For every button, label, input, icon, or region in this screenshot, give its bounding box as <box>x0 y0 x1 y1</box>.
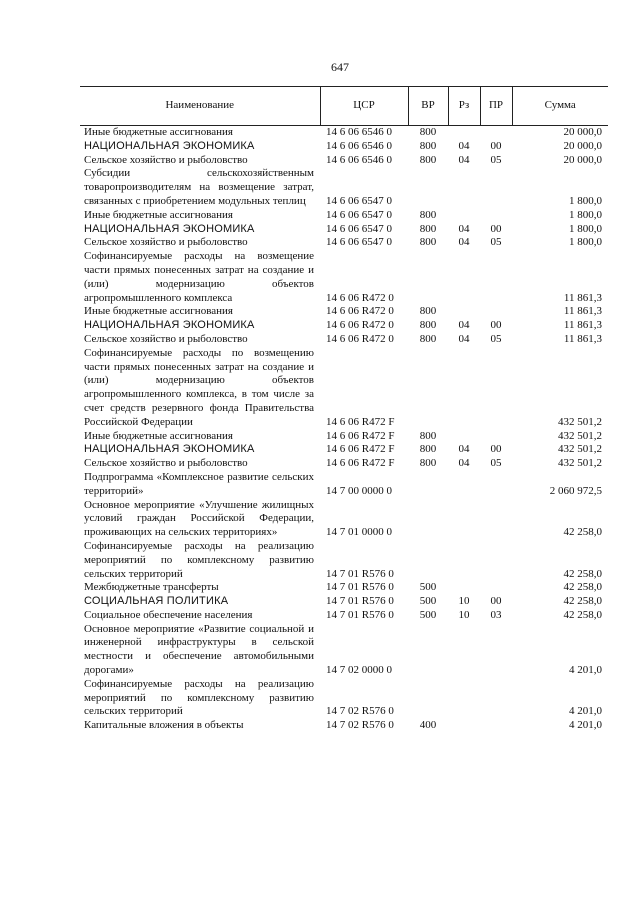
cell-name: Иные бюджетные ассигнования <box>84 126 233 138</box>
cell-name: НАЦИОНАЛЬНАЯ ЭКОНОМИКА <box>84 443 255 456</box>
cell-rz <box>448 167 480 208</box>
cell-rz <box>448 126 480 140</box>
cell-sum: 20 000,0 <box>563 126 602 138</box>
cell-vr: 800 <box>419 208 437 221</box>
table-body <box>80 126 608 734</box>
table-header <box>80 87 608 126</box>
cell-pr: 00 <box>490 139 502 152</box>
table-row <box>80 126 608 140</box>
table-row <box>80 140 608 154</box>
cell-name: Иные бюджетные ассигнования <box>84 305 233 318</box>
cell-name: Софинансируемые расходы на реализацию мероприятий по комплексному развитию сельских территорий <box>84 539 314 580</box>
cell-pr <box>480 305 512 319</box>
header-rz: Рз <box>448 87 480 126</box>
cell-name: Иные бюджетные ассигнования <box>84 208 233 221</box>
cell-rz: 04 <box>458 319 470 332</box>
cell-name: СОЦИАЛЬНАЯ ПОЛИТИКА <box>84 595 229 608</box>
cell-vr: 800 <box>419 319 437 332</box>
cell-vr: 800 <box>419 139 437 152</box>
cell-csr: 14 7 02 R576 0 <box>326 719 394 732</box>
header-pr: ПР <box>480 87 512 126</box>
table-row <box>80 236 608 250</box>
cell-sum: 432 501,2 <box>558 457 602 470</box>
cell-name: Софинансируемые расходы на возмещение части прямых понесенных затрат на создание и (или) модернизацию объектов агропромышленного комплекса <box>84 250 314 304</box>
cell-sum: 1 800,0 <box>569 236 602 249</box>
cell-pr <box>480 719 512 733</box>
cell-pr: 05 <box>490 332 502 345</box>
table-row <box>80 457 608 471</box>
cell-vr <box>408 499 448 540</box>
cell-vr: 500 <box>419 608 437 621</box>
header-sum: Сумма <box>512 87 608 126</box>
cell-sum: 11 861,3 <box>563 319 602 332</box>
cell-rz <box>448 305 480 319</box>
cell-pr <box>480 347 512 430</box>
table-row <box>80 305 608 319</box>
cell-sum: 42 258,0 <box>563 567 602 580</box>
cell-rz <box>448 499 480 540</box>
cell-csr: 14 6 06 6547 0 <box>326 236 392 249</box>
cell-sum: 4 201,0 <box>569 705 602 718</box>
cell-rz: 10 <box>458 595 470 608</box>
cell-pr <box>480 623 512 678</box>
cell-csr: 14 6 06 6546 0 <box>326 126 392 138</box>
cell-name: НАЦИОНАЛЬНАЯ ЭКОНОМИКА <box>84 222 255 235</box>
cell-vr: 800 <box>419 305 437 318</box>
table-row <box>80 595 608 609</box>
cell-name: Софинансируемые расходы по возмещению части прямых понесенных затрат на создание и (или) модернизацию объектов агропромышленного комплекса, в том числе за счет средств резервного фонда Правительства Российской Федерации <box>84 346 314 428</box>
cell-vr <box>408 623 448 678</box>
table-row <box>80 540 608 581</box>
header-csr: ЦСР <box>320 87 408 126</box>
table-row <box>80 154 608 168</box>
cell-sum: 42 258,0 <box>563 595 602 608</box>
cell-pr <box>480 499 512 540</box>
cell-sum: 42 258,0 <box>563 526 602 539</box>
cell-rz <box>448 623 480 678</box>
cell-rz: 04 <box>458 332 470 345</box>
cell-rz: 04 <box>458 139 470 152</box>
cell-pr: 00 <box>490 443 502 456</box>
table-row <box>80 167 608 208</box>
cell-csr: 14 6 06 6546 0 <box>326 139 392 152</box>
cell-sum: 432 501,2 <box>558 443 602 456</box>
cell-name: Подпрограмма «Комплексное развитие сельских территорий» <box>84 470 314 497</box>
cell-pr: 00 <box>490 222 502 235</box>
cell-sum: 2 060 972,5 <box>549 484 602 497</box>
cell-csr: 14 7 01 R576 0 <box>326 608 394 621</box>
cell-vr: 800 <box>419 236 437 249</box>
cell-csr: 14 6 06 6547 0 <box>326 222 392 235</box>
cell-rz <box>448 471 480 499</box>
cell-csr: 14 7 02 R576 0 <box>326 705 394 718</box>
cell-rz: 04 <box>458 236 470 249</box>
cell-name: Основное мероприятие «Улучшение жилищных условий граждан Российской Федерации, проживающих на сельских территориях» <box>84 498 314 539</box>
cell-sum: 4 201,0 <box>569 719 602 732</box>
cell-pr: 00 <box>490 319 502 332</box>
cell-vr <box>408 471 448 499</box>
cell-name: Межбюджетные трансферты <box>84 581 219 594</box>
cell-sum: 1 800,0 <box>569 208 602 221</box>
cell-csr: 14 6 06 6546 0 <box>326 153 392 166</box>
cell-csr: 14 6 06 6547 0 <box>326 194 392 207</box>
cell-vr: 800 <box>419 457 437 470</box>
cell-sum: 432 501,2 <box>558 415 602 428</box>
cell-sum: 11 861,3 <box>563 291 602 304</box>
cell-sum: 42 258,0 <box>563 608 602 621</box>
cell-name: Сельское хозяйство и рыболовство <box>84 236 248 249</box>
cell-csr: 14 7 01 0000 0 <box>326 526 392 539</box>
cell-vr: 400 <box>419 719 437 732</box>
table-row <box>80 581 608 595</box>
cell-name: Основное мероприятие «Развитие социальной и инженерной инфраструктуры в сельской местности и обеспечение автомобильными дорогами» <box>84 622 314 677</box>
cell-vr <box>408 678 448 719</box>
page-number: 647 <box>331 60 349 74</box>
table-row <box>80 471 608 499</box>
cell-vr: 800 <box>419 126 437 138</box>
cell-vr <box>408 250 448 305</box>
cell-vr <box>408 347 448 430</box>
cell-csr: 14 6 06 R472 F <box>326 443 395 456</box>
table-row <box>80 719 608 733</box>
cell-sum: 4 201,0 <box>569 664 602 677</box>
table-row <box>80 609 608 623</box>
table-row <box>80 333 608 347</box>
cell-sum: 42 258,0 <box>563 581 602 594</box>
cell-csr: 14 6 06 R472 0 <box>326 319 394 332</box>
cell-sum: 1 800,0 <box>569 222 602 235</box>
cell-vr <box>408 540 448 581</box>
cell-name: НАЦИОНАЛЬНАЯ ЭКОНОМИКА <box>84 319 255 332</box>
table-row <box>80 678 608 719</box>
cell-sum: 20 000,0 <box>563 153 602 166</box>
table-row <box>80 347 608 430</box>
cell-vr: 800 <box>419 153 437 166</box>
cell-rz <box>448 581 480 595</box>
cell-rz <box>448 209 480 223</box>
cell-vr: 500 <box>419 595 437 608</box>
cell-csr: 14 6 06 R472 F <box>326 429 395 442</box>
cell-pr <box>480 540 512 581</box>
cell-csr: 14 6 06 R472 F <box>326 415 395 428</box>
cell-pr <box>480 167 512 208</box>
cell-vr: 800 <box>419 332 437 345</box>
cell-csr: 14 7 01 R576 0 <box>326 595 394 608</box>
table-row <box>80 499 608 540</box>
cell-rz: 04 <box>458 153 470 166</box>
cell-csr: 14 7 02 0000 0 <box>326 664 392 677</box>
cell-rz: 04 <box>458 222 470 235</box>
budget-table <box>80 86 608 733</box>
header-name: Наименование <box>80 87 320 126</box>
cell-pr: 03 <box>490 608 502 621</box>
cell-pr <box>480 430 512 444</box>
cell-csr: 14 6 06 6547 0 <box>326 208 392 221</box>
cell-pr: 00 <box>490 595 502 608</box>
table-row <box>80 430 608 444</box>
cell-csr: 14 6 06 R472 F <box>326 457 395 470</box>
cell-rz <box>448 540 480 581</box>
cell-vr: 500 <box>419 581 437 594</box>
table-row <box>80 443 608 457</box>
cell-csr: 14 7 00 0000 0 <box>326 484 392 497</box>
cell-pr <box>480 126 512 140</box>
cell-name: Иные бюджетные ассигнования <box>84 429 233 442</box>
cell-name: НАЦИОНАЛЬНАЯ ЭКОНОМИКА <box>84 139 255 152</box>
cell-pr <box>480 209 512 223</box>
cell-pr: 05 <box>490 457 502 470</box>
cell-pr <box>480 250 512 305</box>
cell-rz <box>448 347 480 430</box>
cell-name: Социальное обеспечение населения <box>84 608 253 621</box>
table-row <box>80 319 608 333</box>
cell-vr: 800 <box>419 429 437 442</box>
cell-rz <box>448 250 480 305</box>
cell-rz: 04 <box>458 443 470 456</box>
cell-name: Сельское хозяйство и рыболовство <box>84 332 248 345</box>
cell-sum: 11 861,3 <box>563 305 602 318</box>
cell-pr: 05 <box>490 236 502 249</box>
header-vr: ВР <box>408 87 448 126</box>
cell-rz: 04 <box>458 457 470 470</box>
cell-sum: 11 861,3 <box>563 332 602 345</box>
cell-name: Сельское хозяйство и рыболовство <box>84 153 248 166</box>
cell-vr <box>408 167 448 208</box>
cell-name: Софинансируемые расходы на реализацию мероприятий по комплексному развитию сельских территорий <box>84 677 314 718</box>
cell-pr <box>480 678 512 719</box>
cell-vr: 800 <box>419 443 437 456</box>
cell-name: Капитальные вложения в объекты <box>84 719 244 732</box>
cell-pr: 05 <box>490 153 502 166</box>
table-row <box>80 223 608 237</box>
table-row <box>80 250 608 305</box>
table-row <box>80 209 608 223</box>
cell-pr <box>480 471 512 499</box>
cell-rz: 10 <box>458 608 470 621</box>
cell-csr: 14 7 01 R576 0 <box>326 581 394 594</box>
cell-csr: 14 7 01 R576 0 <box>326 567 394 580</box>
cell-rz <box>448 719 480 733</box>
cell-csr: 14 6 06 R472 0 <box>326 332 394 345</box>
cell-name: Субсидии сельскохозяйственным товаропроизводителям на возмещение затрат, связанных с приобретением модульных теплиц <box>84 167 314 207</box>
cell-rz <box>448 678 480 719</box>
cell-sum: 432 501,2 <box>558 429 602 442</box>
cell-pr <box>480 581 512 595</box>
cell-sum: 1 800,0 <box>569 194 602 207</box>
cell-name: Сельское хозяйство и рыболовство <box>84 457 248 470</box>
table-row <box>80 623 608 678</box>
cell-sum: 20 000,0 <box>563 139 602 152</box>
cell-vr: 800 <box>419 222 437 235</box>
cell-csr: 14 6 06 R472 0 <box>326 291 394 304</box>
cell-rz <box>448 430 480 444</box>
cell-csr: 14 6 06 R472 0 <box>326 305 394 318</box>
